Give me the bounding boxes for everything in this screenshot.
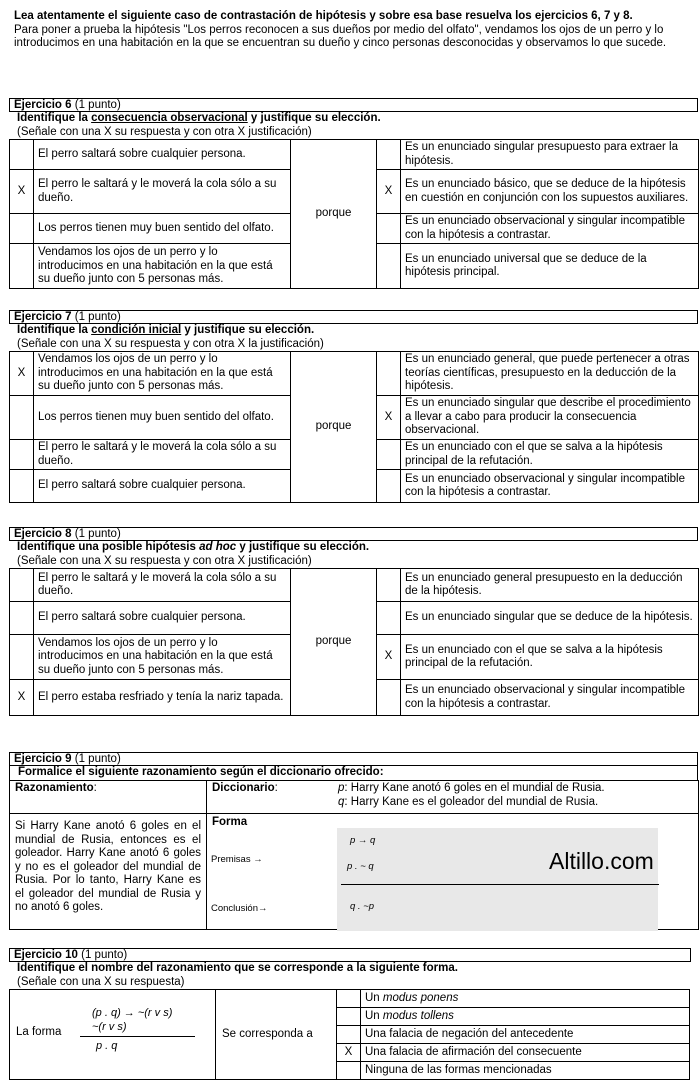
intro-heading: Lea atentamente el siguiente caso de contrastación de hipótesis y sobre esa base resuelva los ejercicios 6, 7 y 8. [14,10,633,22]
justification-option: Es un enunciado observacional y singular incompatible con la hipótesis a contrastar. [401,680,699,716]
instr-text: y justifique su elección. [181,324,315,336]
justification-option: Es un enunciado básico, que se deduce de la hipótesis en cuestión en conjunción con los supuestos auxiliares. [401,170,699,214]
justification-option: Es un enunciado singular que describe el procedimiento a llevar a cabo para producir la consecuencia observacional. [401,396,699,440]
dict-var: q [338,796,345,808]
exercise-points: (1 punto) [81,949,128,961]
premisas-label: Premisas → [211,854,263,865]
exercise-8-table [9,568,699,716]
formula-premise-2: ~(r v s) [92,1021,127,1034]
answer-mark-cell[interactable] [10,214,34,244]
forma-label: Forma [212,816,248,828]
exercise-title: Ejercicio 9 [14,753,72,765]
exercise-6-header [9,98,698,112]
option-mark-cell[interactable] [337,990,361,1008]
option-mark-cell[interactable] [337,1026,361,1044]
answer-mark-cell[interactable]: X [10,352,34,396]
answer-option: El perro le saltará y le moverá la cola sólo a su dueño. [34,170,291,214]
porque-label: porque [291,569,377,716]
exercise-10-subinstruction: (Señale con una X su respuesta) [17,975,185,988]
justification-mark-cell[interactable] [377,244,401,289]
answer-mark-cell[interactable]: X [10,680,34,716]
razonamiento-label: Razonamiento [15,782,94,794]
forma-cell [10,990,216,1080]
formula-line [80,1036,195,1037]
option-label: Ninguna de las formas mencionadas [361,1062,690,1080]
instr-underlined: consecuencia observacional [91,112,248,124]
answer-option: Vendamos los ojos de un perro y lo introducimos en una habitación en la que está su dueño junto con 5 personas más. [34,244,291,289]
answer-option: El perro saltará sobre cualquier persona. [34,602,291,635]
justification-mark-cell[interactable]: X [377,170,401,214]
answer-mark-cell[interactable]: X [10,170,34,214]
justification-option: Es un enunciado general, que puede pertenecer a otras teorías científicas, presupuesto en la deducción de la hipótesis. [401,352,699,396]
instr-underlined: condición inicial [91,324,182,336]
dict-text: : Harry Kane es el goleador del mundial de Rusia. [344,796,599,808]
instr-text: Identifique una posible hipótesis [17,541,200,553]
exercise-title: Ejercicio 8 [14,528,72,540]
exercise-9-header [9,752,698,766]
conclusion-formula: q . ~p [350,901,375,912]
dict-entry-p [338,782,605,796]
answer-option: Los perros tienen muy buen sentido del olfato. [34,214,291,244]
answer-option: Vendamos los ojos de un perro y lo introducimos en una habitación en la que está su dueño junto con 5 personas más. [34,352,291,396]
conclusion-label: Conclusión→ [211,903,268,914]
exercise-title: Ejercicio 6 [14,99,72,111]
se-corresponde-label: Se corresponda a [216,990,337,1080]
exercise-9 [9,752,698,930]
altillo-logo: Altillo.com [549,848,654,874]
diccionario-label: Diccionario [212,782,275,794]
exercise-10-header [9,948,691,962]
option-text: Un [365,1009,383,1022]
instr-italic: ad hoc [199,541,237,553]
answer-mark-cell[interactable] [10,396,34,440]
exercise-7-header [9,310,698,324]
table-row [10,140,699,170]
answer-option: El perro saltará sobre cualquier persona. [34,140,291,170]
option-text: Un [365,991,383,1004]
instr-text: y justifique su elección. [247,112,381,124]
instr-text: Identifique la [17,324,92,336]
option-label: Una falacia de afirmación del consecuente [361,1044,690,1062]
conclusion-line [341,884,659,885]
exercise-7 [9,310,698,503]
justification-option: Es un enunciado general presupuesto en la deducción de la hipótesis. [401,569,699,602]
exercise-7-table [9,351,699,503]
option-mark-cell[interactable]: X [337,1044,361,1062]
exercise-points: (1 punto) [74,99,121,111]
dict-entry-q [338,796,598,810]
premise-2: p . ~ q [347,861,374,872]
table-row [10,352,699,396]
premise-1: p → q [350,835,376,846]
answer-option: Los perros tienen muy buen sentido del olfato. [34,396,291,440]
answer-option: Vendamos los ojos de un perro y lo introducimos en una habitación en la que está su dueño junto con 5 personas más. [34,635,291,680]
formula-conclusion: p . q [96,1040,118,1053]
la-forma-label: La forma [16,1026,62,1039]
exercise-6 [9,98,698,289]
exercise-title: Ejercicio 7 [14,311,72,323]
justification-mark-cell[interactable] [377,569,401,602]
exercise-10-instruction: Identifique el nombre del razonamiento que se corresponde a la siguiente forma. [17,962,458,974]
answer-mark-cell[interactable] [10,569,34,602]
exercise-8-instruction [9,541,698,555]
answer-mark-cell[interactable] [10,602,34,635]
dict-text: : Harry Kane anotó 6 goles en el mundial de Rusia. [344,782,605,794]
exercise-points: (1 punto) [74,753,121,765]
exercise-8-subinstruction: (Señale con una X su respuesta y con otra X justificación) [17,554,312,567]
intro-section [14,10,698,51]
instr-text: Identifique la [17,112,92,124]
exercise-points: (1 punto) [74,311,121,323]
answer-mark-cell[interactable] [10,440,34,470]
exercise-7-instruction [9,324,698,338]
justification-mark-cell[interactable] [377,680,401,716]
justification-option: Es un enunciado singular presupuesto para extraer la hipótesis. [401,140,699,170]
justification-option: Es un enunciado con el que se salva a la hipótesis principal de la refutación. [401,635,699,680]
answer-mark-cell[interactable] [10,244,34,289]
instr-text: y justifique su elección. [236,541,370,553]
justification-mark-cell[interactable] [377,352,401,396]
exercise-10-table [9,989,690,1080]
exercise-6-subinstruction: (Señale con una X su respuesta y con otra X justificación) [17,125,312,138]
justification-mark-cell[interactable]: X [377,396,401,440]
justification-mark-cell[interactable] [377,214,401,244]
razonamiento-label-cell: Razonamiento: [10,781,207,814]
porque-label: porque [291,140,377,289]
option-mark-cell[interactable] [337,1062,361,1080]
justification-option: Es un enunciado singular que se deduce de la hipótesis. [401,602,699,635]
justification-mark-cell[interactable] [377,140,401,170]
answer-option: El perro saltará sobre cualquier persona. [34,470,291,503]
exercise-10 [9,948,698,1080]
answer-option: El perro le saltará y le moverá la cola sólo a su dueño. [34,569,291,602]
option-mark-cell[interactable] [337,1008,361,1026]
answer-option: El perro le saltará y le moverá la cola sólo a su dueño. [34,440,291,470]
answer-mark-cell[interactable] [10,635,34,680]
exercise-6-table [9,139,699,289]
porque-label: porque [291,352,377,503]
justification-option: Es un enunciado observacional y singular incompatible con la hipótesis a contrastar. [401,470,699,503]
forma-box [337,828,658,931]
justification-option: Es un enunciado observacional y singular incompatible con la hipótesis a contrastar. [401,214,699,244]
option-label [361,990,690,1008]
exercise-7-subinstruction: (Señale con una X su respuesta y con otra X la justificación) [17,337,324,350]
intro-text: Para poner a prueba la hipótesis "Los perros reconocen a sus dueños por medio del olfato", vendamos los ojos de un perro y lo introducimos en una habitación en la que se encuentran su dueño y cinco personas desconocidas y observamos lo que sucede. [14,23,667,50]
answer-mark-cell[interactable] [10,140,34,170]
table-row [10,569,699,602]
justification-mark-cell[interactable] [377,470,401,503]
justification-option: Es un enunciado universal que se deduce de la hipótesis principal. [401,244,699,289]
exercise-title: Ejercicio 10 [14,949,78,961]
answer-option: El perro estaba resfriado y tenía la nariz tapada. [34,680,291,716]
razonamiento-text: Si Harry Kane anotó 6 goles en el mundial de Rusia, entonces es el goleador. Harry Kane anotó 6 goles y no es el goleador del mundial de Rusia. Por lo tanto, Harry Kane es el goleador del mundial de Rusia y no anotó 6 goles. [10,814,207,930]
exercise-8 [9,527,698,716]
exercise-9-instruction: Formalice el siguiente razonamiento según el diccionario ofrecido: [9,766,698,780]
option-italic: modus ponens [382,991,459,1004]
justification-mark-cell[interactable] [377,602,401,635]
option-label [361,1008,690,1026]
justification-mark-cell[interactable] [377,440,401,470]
option-italic: modus tollens [382,1009,454,1022]
dict-var: p [338,782,345,794]
formula-premise-1: (p . q) → ~(r v s) [92,1007,173,1020]
justification-mark-cell[interactable]: X [377,635,401,680]
exercise-8-header [9,527,698,541]
diccionario-cell: Diccionario: p: Harry Kane anotó 6 goles en el mundial de Rusia. q: Harry Kane es el goleador del mundial de Rusia. [207,781,699,814]
option-label: Una falacia de negación del antecedente [361,1026,690,1044]
exercise-points: (1 punto) [74,528,121,540]
exercise-6-instruction [9,112,698,126]
answer-mark-cell[interactable] [10,470,34,503]
justification-option: Es un enunciado con el que se salva a la hipótesis principal de la refutación. [401,440,699,470]
